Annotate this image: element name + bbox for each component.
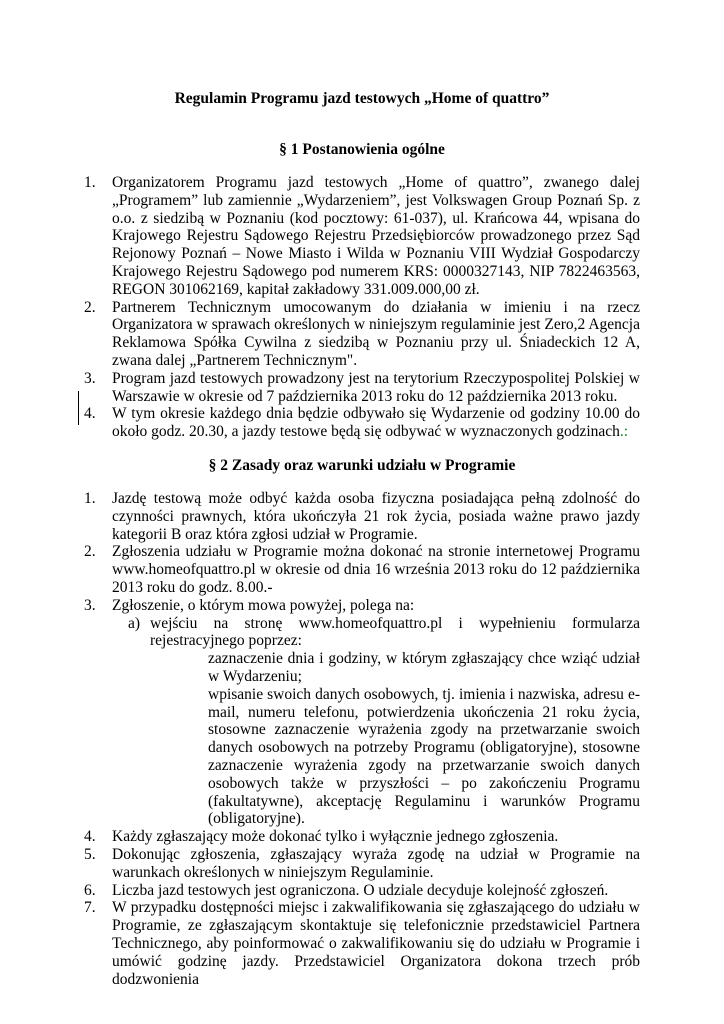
section-1-list: [78, 174, 640, 441]
list-item: [78, 828, 640, 846]
item-number: 7.: [84, 899, 96, 917]
sub-item-line: wpisanie swoich danych osobowych, tj. imienia i nazwiska, adresu e-mail, numeru telefonu, potwierdzenia ukończenia 21 roku życia, stosowne zaznaczenie wyrażenia zgody na przetwarzanie swoich danych osobowych na potrzeby Programu (obligatoryjne), stosowne zaznaczenie wyrażenia zgody na przetwarzanie swoich danych osobowych także w przyszłości – po zakończeniu Programu (fakultatywne), akceptację Regulaminu i warunków Programu (obligatoryjne).: [208, 685, 640, 828]
item-text: Zgłoszenia udziału w Programie można dokonać na stronie internetowej Programu www.homeofquattro.pl w okresie od dnia 16 września 2013 roku do 12 października 2013 roku do godz. 8.00.-: [112, 543, 640, 596]
section-2-heading: § 2 Zasady oraz warunki udziału w Programie: [208, 457, 516, 474]
item-number: 2.: [84, 298, 96, 316]
list-item: [78, 405, 640, 441]
section-2-list: [78, 490, 640, 988]
list-item: [78, 543, 640, 596]
document-title: Regulamin Programu jazd testowych „Home of quattro”: [174, 90, 550, 107]
item-text: Partnerem Technicznym umocowanym do działania w imieniu i na rzecz Organizatora w sprawach określonych w niniejszym regulaminie jest Zero,2 Agencja Reklamowa Spółka Cywilna z siedzibą w Poznaniu przy ul. Śniadeckich 12 A, zwana dalej „Partnerem Technicznym".: [112, 298, 640, 369]
item-number: 2.: [84, 543, 96, 561]
list-item: [78, 597, 640, 615]
item-text: W przypadku dostępności miejsc i zakwalifikowania się zgłaszającego do udziału w Programie, ze zgłaszającym skontaktuje się telefonicznie przedstawiciel Partnera Technicznego, aby poinformować o zakwalifikowaniu się do udziału w Programie i umówić godzinę jazdy. Przedstawiciel Organizatora dokona trzech prób dodzwonienia: [112, 899, 640, 988]
sub-item-label: a): [128, 614, 141, 632]
item-text: Organizatorem Programu jazd testowych „Home of quattro”, zwanego dalej „Programem” lub zamiennie „Wydarzeniem”, jest Volkswagen Group Poznań Sp. z o.o. z siedzibą w Poznaniu (kod pocztowy: 61-037), ul. Krańcowa 44, wpisana do Krajowego Rejestru Sądowego Rejestru Przedsiębiorców prowadzonego przez Sąd Rejonowy Poznań – Nowe Miasto i Wilda w Poznaniu VIII Wydział Gospodarczy Krajowego Rejestru Sądowego pod numerem KRS: 0000327143, NIP 7822463563, REGON 301062169, kapitał zakładowy 331.009.000,00 zł.: [112, 174, 640, 298]
item-text: Jazdę testową może odbyć każda osoba fizyczna posiadająca pełną zdolność do czynności prawnych, która ukończyła 21 rok życia, posiada ważne prawo jazdy kategorii B oraz która zgłosi udział w Programie.: [112, 490, 640, 543]
list-item: [78, 899, 640, 988]
list-item: [78, 846, 640, 882]
change-bar: [78, 391, 79, 425]
list-item: [78, 370, 640, 406]
section-1-heading: § 1 Postanowienia ogólne: [279, 141, 445, 158]
sub-item-a: [112, 615, 640, 829]
list-item: [78, 490, 640, 543]
item-number: 1.: [84, 174, 96, 191]
item-number: 5.: [84, 845, 96, 863]
item-number: 6.: [84, 881, 96, 899]
revision-mark: .:: [619, 423, 629, 441]
item-text: Dokonując zgłoszenia, zgłaszający wyraża zgodę na udział w Programie na warunkach określonych w niniejszym Regulaminie.: [112, 845, 640, 881]
item-text: Program jazd testowych prowadzony jest na terytorium Rzeczypospolitej Polskiej w Warszawie w okresie od 7 października 2013 roku do 12 października 2013 roku.: [112, 369, 640, 405]
item-number: 4.: [84, 405, 96, 423]
item-number: 3.: [84, 596, 96, 614]
item-number: 4.: [84, 828, 96, 846]
list-item: [78, 174, 640, 299]
item-number: 3.: [84, 369, 96, 387]
list-item: [78, 882, 640, 900]
item-text: Liczba jazd testowych jest ograniczona. O udziale decyduje kolejność zgłoszeń.: [112, 881, 609, 899]
item-text: Zgłoszenie, o którym mowa powyżej, polega na:: [112, 596, 415, 614]
item-text: Każdy zgłaszający może dokonać tylko i wyłącznie jednego zgłoszenia.: [112, 828, 559, 846]
item-text: W tym okresie każdego dnia będzie odbywało się Wydarzenie od godziny 10.00 do około godz. 20.30, a jazdy testowe będą się odbywać w wyznaczonych godzinach: [112, 405, 640, 441]
sub-item-line: zaznaczenie dnia i godziny, w którym zgłaszający chce wziąć udział w Wydarzeniu;: [208, 650, 640, 685]
sub-item-text: wejściu na stronę www.homeofquattro.pl i wypełnieniu formularza rejestracyjnego poprzez:: [150, 614, 640, 650]
list-item: [78, 299, 640, 370]
item-number: 1.: [84, 490, 96, 507]
